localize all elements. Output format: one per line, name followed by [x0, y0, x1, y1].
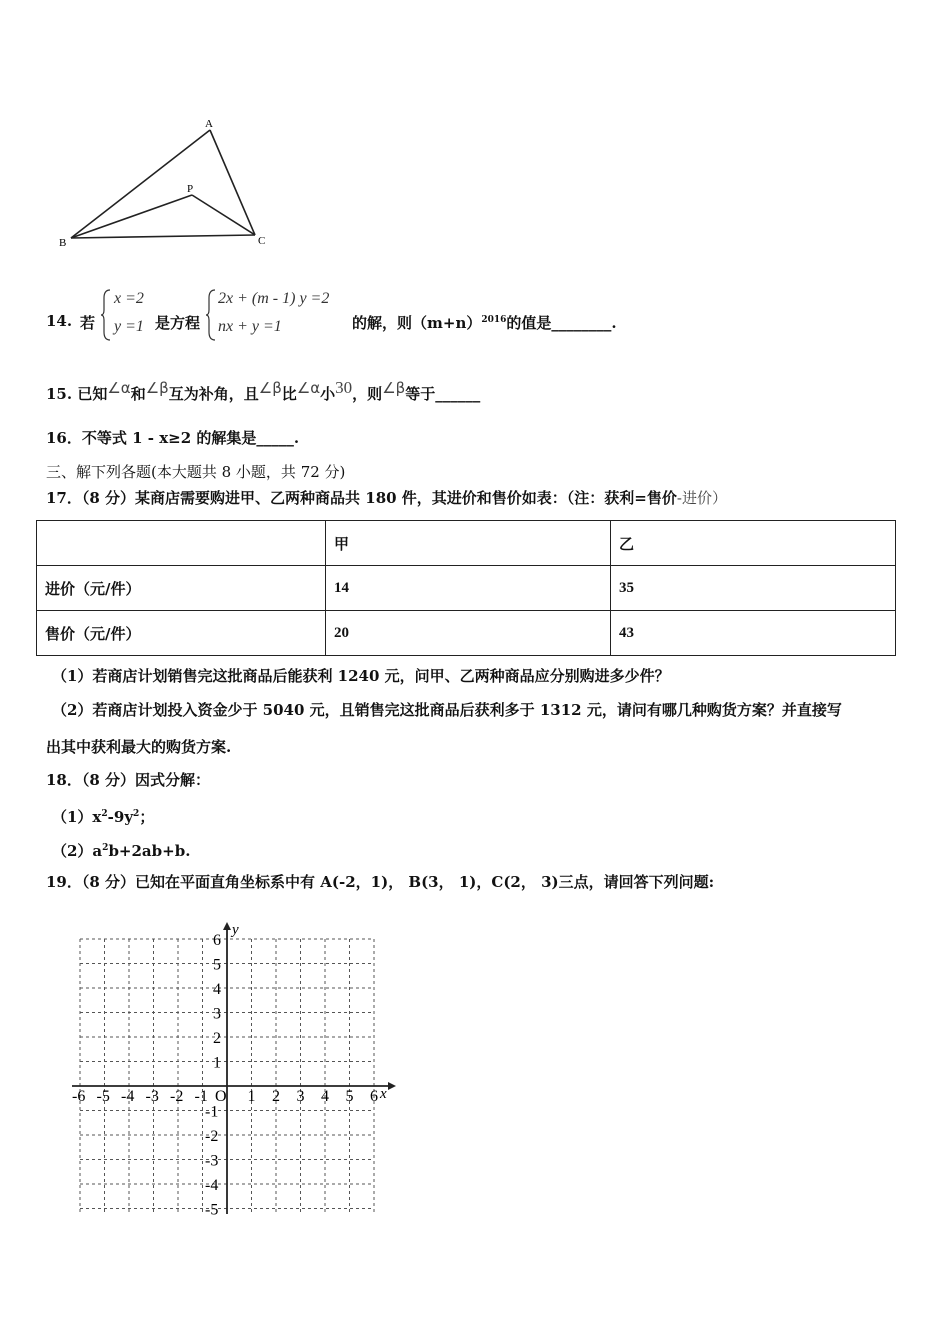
y-tick-label: -1: [205, 1103, 219, 1121]
y-tick-label: 4: [213, 981, 221, 998]
table-header-row: [37, 521, 896, 566]
vertex-label-p: P: [187, 183, 194, 195]
table-header-cell: [37, 521, 326, 566]
q18-part-2: [52, 838, 190, 861]
table-cell: 20: [326, 611, 611, 656]
q14-mid: 是方程: [155, 314, 201, 332]
q15-text-7: 等于______: [405, 385, 481, 403]
price-table: [36, 520, 896, 656]
y-tick-label: 1: [213, 1054, 221, 1072]
y-tick-label: -3: [205, 1152, 219, 1170]
q17-intro: [46, 488, 727, 508]
table-cell: 14: [326, 566, 611, 611]
x-tick-label: -1: [194, 1088, 208, 1105]
x-tick-label: -3: [145, 1088, 159, 1105]
q14-tail-b: 的值是________.: [506, 314, 617, 332]
table-header-cell: 甲: [326, 521, 611, 566]
table-cell: 43: [611, 611, 896, 656]
table-row: [37, 611, 896, 656]
y-axis-label: y: [232, 922, 239, 938]
q18-p2-end: b+2ab+b.: [108, 842, 191, 860]
table-row: [37, 566, 896, 611]
edge-ac: [210, 130, 255, 235]
y-tick-label: -5: [205, 1201, 219, 1217]
q17-part-2a: （2）若商店计划投入资金少于 5040 元，且销售完这批商品后获利多于 1312 元，请问有哪几种购货方案？并直接写: [52, 701, 842, 719]
q15-degree: 30: [335, 378, 353, 397]
y-tick-label: -2: [205, 1128, 219, 1145]
x-axis-arrow-icon: [388, 1082, 396, 1090]
vertex-label-b: B: [59, 237, 67, 249]
x-tick-label: -5: [96, 1088, 110, 1105]
q18-p1-sup-1: 2: [101, 809, 108, 819]
edge-bc: [71, 235, 255, 238]
x-tick-label: 3: [296, 1088, 305, 1105]
q18-part-1: [52, 804, 154, 827]
y-tick-label: 5: [213, 956, 221, 974]
x-tick-label: 6: [370, 1088, 378, 1105]
y-tick-label: 3: [213, 1005, 221, 1023]
q19-text: 19．（8 分）已知在平面直角坐标系中有 A(-2，1)， B(3， 1)，C(2， 3)三点，请回答下列问题:: [46, 873, 715, 891]
x-tick-label: -6: [72, 1088, 86, 1105]
q16-text: 16．不等式 1 - x≥2 的解集是_____.: [46, 429, 300, 447]
q18-heading: 18．（8 分）因式分解：: [46, 771, 211, 789]
q15-text-1: 已知: [77, 385, 108, 403]
table-cell: 35: [611, 566, 896, 611]
q18-p2-pre: （2）a: [52, 842, 103, 860]
table-cell: 进价（元/件）: [37, 566, 326, 611]
triangle-figure: [55, 115, 275, 255]
q14-eq2: nx + y =1: [218, 318, 282, 335]
q18-p1-pre: （1）x: [52, 808, 102, 826]
q15-line: [46, 378, 481, 404]
x-tick-label: 4: [321, 1088, 329, 1105]
y-axis-arrow-icon: [223, 922, 231, 930]
q14-eq1: 2x + (m - 1) y =2: [218, 290, 330, 307]
y-tick-label: 2: [213, 1030, 221, 1047]
q15-beta-3: ∠β: [382, 379, 406, 397]
q17-part-2b: 出其中获利最大的购货方案.: [46, 738, 232, 756]
q18-p1-end: ；: [139, 808, 155, 826]
vertex-label-c: C: [258, 235, 266, 247]
q14-solution-brace: [100, 288, 112, 342]
q15-text-5: 小: [320, 385, 336, 403]
q14-sol-y: y =1: [114, 318, 144, 335]
q14-sol-x: x =2: [114, 290, 144, 307]
q14-number: 14.: [46, 312, 73, 330]
q17-intro-text: 17．（8 分）某商店需要购进甲、乙两种商品共 180 件，其进价和售价如表：（注：获利=售价: [46, 489, 677, 507]
q15-text-2: 和: [130, 385, 146, 403]
q14-tail: [352, 312, 617, 333]
q18-p1-mid: -9y: [107, 808, 134, 826]
x-tick-label: -4: [121, 1088, 135, 1105]
edge-bp: [71, 195, 192, 238]
q14-exponent: 2016: [481, 315, 507, 325]
q15-beta-2: ∠β: [258, 379, 282, 397]
q14-ruo: 若: [80, 314, 96, 332]
q17-intro-tail: -进价）: [676, 489, 727, 507]
coordinate-grid: [70, 922, 400, 1217]
q14-system-brace: [205, 288, 217, 342]
y-tick-label: -4: [205, 1177, 219, 1194]
q15-text-4: 比: [281, 385, 297, 403]
q15-alpha: ∠α: [107, 379, 131, 397]
q17-part-1: （1）若商店计划销售完这批商品后能获利 1240 元，问甲、乙两种商品应分别购进多少件？: [52, 667, 670, 685]
q18-p2-sup: 2: [102, 843, 109, 853]
edge-pc: [192, 195, 255, 235]
q18-p1-sup-2: 2: [133, 809, 140, 819]
origin-label: O: [215, 1088, 227, 1105]
section-3-heading: 三、解下列各题(本大题共 8 小题，共 72 分): [46, 463, 346, 481]
q15-text-3: 互为补角，且: [168, 385, 259, 403]
x-tick-label: 5: [345, 1088, 354, 1105]
vertex-label-a: A: [205, 118, 213, 130]
q14-tail-a: 的解，则（m+n）: [352, 314, 482, 332]
q15-beta: ∠β: [145, 379, 169, 397]
q15-number: 15.: [46, 385, 73, 403]
table-header-cell: 乙: [611, 521, 896, 566]
y-tick-label: 6: [213, 932, 221, 949]
x-tick-label: 2: [272, 1088, 280, 1105]
x-tick-label: -2: [170, 1088, 184, 1105]
x-tick-label: 1: [247, 1088, 256, 1105]
table-cell: 售价（元/件）: [37, 611, 326, 656]
q15-alpha-2: ∠α: [296, 379, 321, 397]
x-axis-label: x: [380, 1086, 387, 1102]
q15-text-6: ，则: [352, 385, 383, 403]
